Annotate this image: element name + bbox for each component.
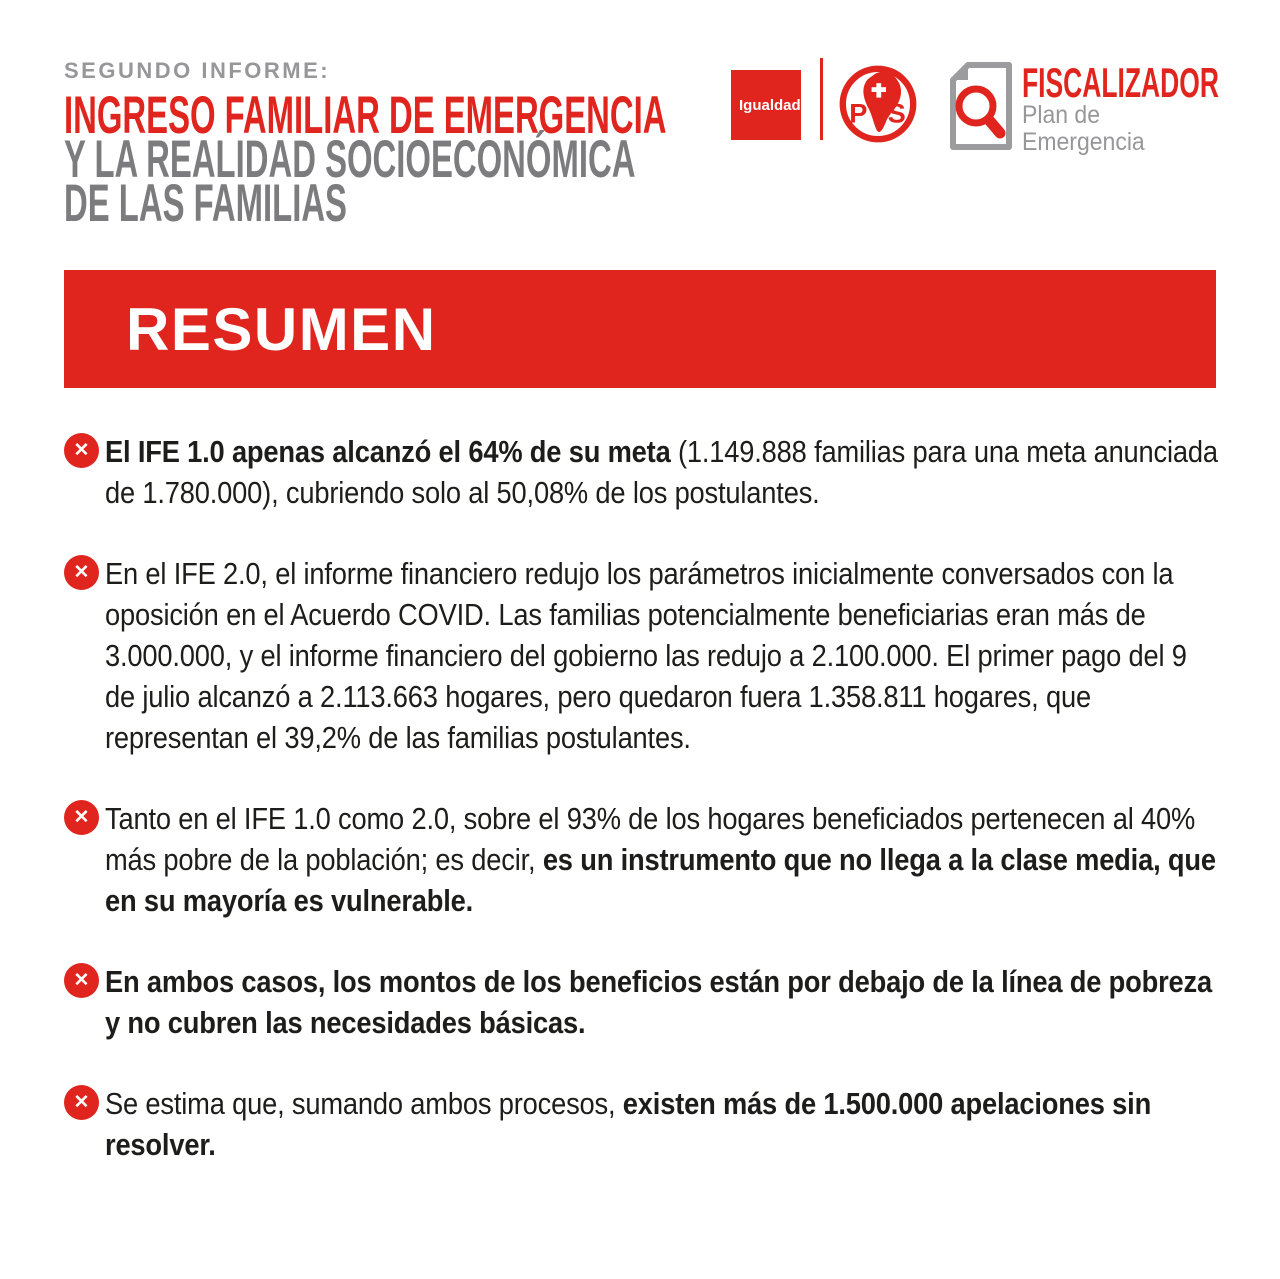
- fiscalizador-subtitle-line1: [1022, 102, 1280, 129]
- bullet-list: [64, 431, 1224, 1205]
- ps-letter-p: P: [849, 97, 868, 129]
- report-title-main-text: INGRESO FAMILIAR DE EMERGENCIA: [64, 86, 667, 145]
- bullet-text-segment: existen más de 1.500.000 apelaciones sin resolver.: [105, 1086, 1152, 1162]
- fiscalizador-subtitle-line2-text: Emergencia: [1022, 128, 1145, 156]
- bullet-item: [64, 961, 1224, 1043]
- bullet-text-segment: Tanto en el IFE 1.0 como 2.0, sobre el 93% de los hogares beneficiados pertenecen al 40% más pobre de la población; es decir,: [105, 801, 1196, 877]
- logo-divider: [820, 58, 823, 140]
- bullet-item: [64, 1083, 1224, 1165]
- ps-party-logo-icon: [838, 64, 918, 144]
- bullet-text-segment: El IFE 1.0 apenas alcanzó el 64% de su meta: [105, 434, 678, 469]
- bullet-item: [64, 798, 1224, 921]
- bullet-text: [105, 431, 1218, 513]
- resumen-banner-label: RESUMEN: [126, 295, 437, 363]
- report-subtitle-line2-text: DE LAS FAMILIAS: [64, 174, 347, 233]
- report-subtitle-line1-text: Y LA REALIDAD SOCIOECONÓMICA: [64, 130, 636, 189]
- igualdad-logo-label: Igualdad: [739, 96, 801, 114]
- fiscalizador-title: [1022, 59, 1280, 106]
- bullet-text: [105, 798, 1218, 921]
- igualdad-logo: [731, 70, 801, 140]
- resumen-banner: [64, 270, 1216, 388]
- bullet-text-segment: (1.149.888 familias para una meta anunciada de 1.780.000), cubriendo solo al 50,08% de los postulantes.: [105, 434, 1218, 510]
- x-circle-icon: ✕: [64, 433, 99, 468]
- bullet-item: [64, 431, 1224, 513]
- bullet-text: [105, 961, 1218, 1043]
- bullet-text-segment: En el IFE 2.0, el informe financiero redujo los parámetros inicialmente conversados con la oposición en el Acuerdo COVID. Las familias potencialmente beneficiarias eran más de 3.000.000, y el informe financiero del gobierno las redujo a 2.100.000. El primer pago del 9 de julio alcanzó a 2.113.663 hogares, pero quedaron fuera 1.358.811 hogares, que representan el 39,2% de las familias postulantes.: [105, 556, 1187, 755]
- bullet-text-segment: es un instrumento que no llega a la clase media, que en su mayoría es vulnerable.: [105, 842, 1216, 918]
- x-circle-icon: ✕: [64, 963, 99, 998]
- bullet-text-segment: Se estima que, sumando ambos procesos,: [105, 1086, 623, 1121]
- fiscalizador-title-text: FISCALIZADOR: [1022, 59, 1219, 106]
- bullet-text-segment: En ambos casos, los montos de los beneficios están por debajo de la línea de pobreza y no cubren las necesidades básicas.: [105, 964, 1213, 1040]
- x-circle-icon: ✕: [64, 800, 99, 835]
- bullet-text: [105, 1083, 1218, 1165]
- ps-letter-s: S: [887, 97, 906, 129]
- bullet-item: [64, 553, 1224, 758]
- fiscalizador-subtitle-line1-text: Plan de: [1022, 101, 1101, 129]
- report-kicker: SEGUNDO INFORME:: [64, 58, 331, 83]
- fiscalizador-text-block: [1022, 59, 1280, 156]
- fiscalizador-subtitle-line2: [1022, 129, 1280, 156]
- x-circle-icon: ✕: [64, 1085, 99, 1120]
- x-circle-icon: ✕: [64, 555, 99, 590]
- bullet-text: [105, 553, 1218, 758]
- fiscalizador-document-magnifier-icon: [948, 60, 1016, 152]
